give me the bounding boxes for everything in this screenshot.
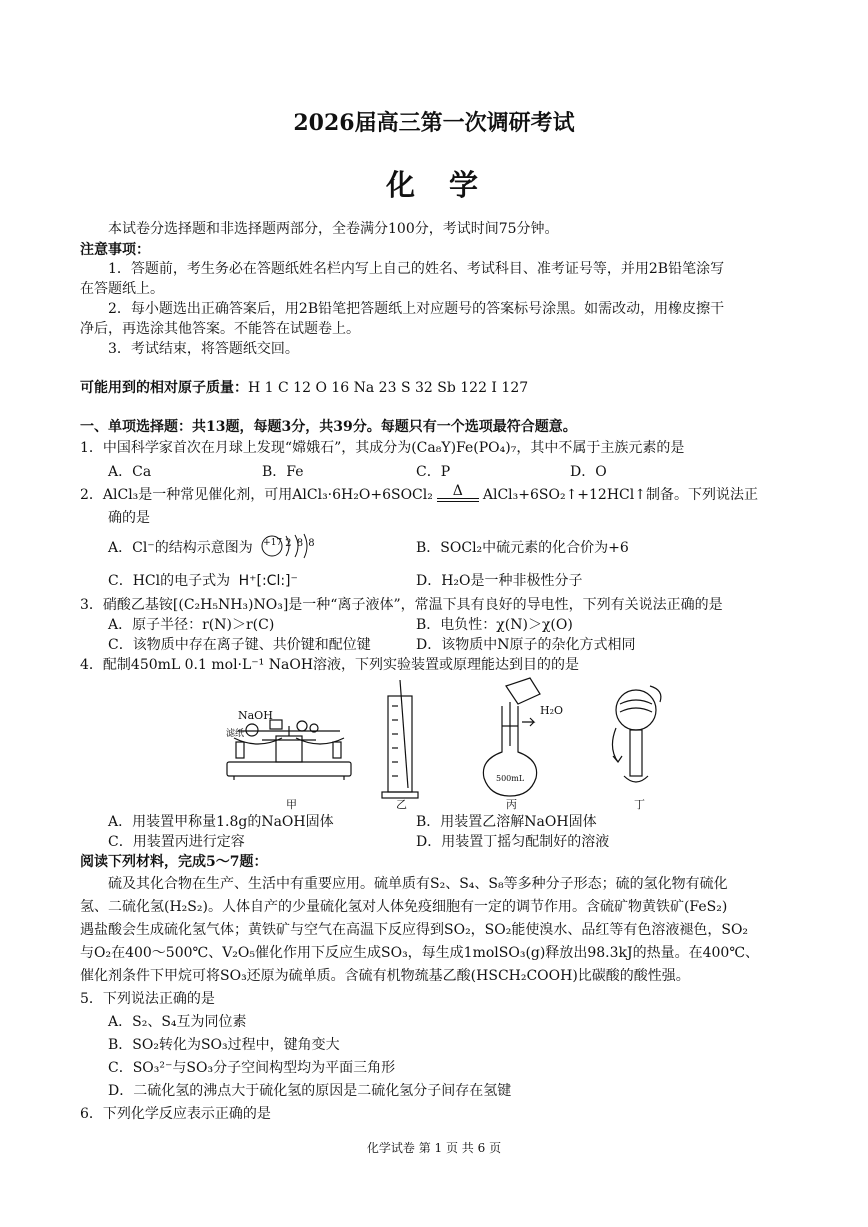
question-4-stem: 4．配制450mL 0.1 mol·L⁻¹ NaOH溶液，下列实验装置或原理能达到目的的是 bbox=[80, 657, 580, 673]
balance-icon bbox=[227, 720, 351, 780]
notice-item: 在答题纸上。 bbox=[80, 281, 164, 297]
apparatus-drawing bbox=[0, 676, 868, 810]
notice-heading: 注意事项： bbox=[80, 242, 150, 258]
cylinder-icon bbox=[382, 680, 418, 798]
intro-text: 本试卷分选择题和非选择题两部分，全卷满分100分，考试时间75分钟。 bbox=[108, 221, 559, 237]
water-label: H₂O bbox=[540, 704, 564, 717]
exam-title: 2026届高三第一次调研考试 bbox=[293, 110, 575, 136]
figure-caption: 丁 bbox=[634, 798, 645, 811]
q2-option-b: B．SOCl₂中硫元素的化合价为+6 bbox=[416, 540, 629, 556]
question-1-stem: 1．中国科学家首次在月球上发现“嫦娥石”，其成分为(Ca₈Y)Fe(PO₄)₇，其中不属于主族元素的是 bbox=[80, 440, 685, 456]
q1-option-d: D．O bbox=[570, 464, 607, 480]
q1-option-b: B．Fe bbox=[262, 464, 304, 480]
page-footer: 化学试卷 第 1 页 共 6 页 bbox=[366, 1141, 502, 1155]
reading-line: 氢、二硫化氢(H₂S₂)。人体自产的少量硫化氢对人体免疫细胞有一定的调节作用。含硫矿物黄铁矿(FeS₂) bbox=[80, 899, 728, 915]
figure-caption: 甲 bbox=[286, 798, 297, 811]
figure-caption: 乙 bbox=[396, 798, 407, 811]
notice-item: 1．答题前，考生务必在答题纸姓名栏内写上自己的姓名、考试科目、准考证号等，并用2B铅笔涂写 bbox=[108, 261, 725, 277]
shaking-flask-icon bbox=[612, 686, 660, 782]
electron-shells: 2 8 8 bbox=[285, 538, 316, 549]
flask-volume-label: 500mL bbox=[496, 774, 525, 783]
q2-option-d: D．H₂O是一种非极性分子 bbox=[416, 573, 583, 589]
question-3-stem: 3．硝酸乙基铵[(C₂H₅NH₃)NO₃]是一种“离子液体”，常温下具有良好的导电性，下列有关说法正确的是 bbox=[80, 597, 723, 613]
q3-option-c: C．该物质中存在离子键、共价键和配位键 bbox=[108, 637, 371, 653]
q2-option-c bbox=[108, 570, 298, 590]
atomic-masses-values: H 1 C 12 O 16 Na 23 S 32 Sb 122 I 127 bbox=[248, 380, 529, 396]
q5-option-c: C．SO₃²⁻与SO₃分子空间构型均为平面三角形 bbox=[108, 1060, 396, 1076]
q3-option-d: D．该物质中N原子的杂化方式相同 bbox=[416, 637, 636, 653]
reading-line: 遇盐酸会生成硫化氢气体；黄铁矿与空气在高温下反应得到SO₂，SO₂能使溴水、品红等有色溶液褪色，SO₂ bbox=[80, 922, 749, 938]
reading-line: 硫及其化合物在生产、生活中有重要应用。硫单质有S₂、S₄、S₈等多种分子形态；硫的氢化物有硫化 bbox=[108, 876, 728, 892]
notice-item: 2．每小题选出正确答案后，用2B铅笔把答题纸上对应题号的答案标号涂黑。如需改动，用橡皮擦干 bbox=[108, 301, 725, 317]
q2-option-c-text: C．HCl的电子式为 bbox=[108, 573, 231, 589]
q4-option-a: A．用装置甲称量1.8g的NaOH固体 bbox=[108, 814, 334, 830]
equals-line bbox=[437, 498, 479, 502]
q5-option-a: A．S₂、S₄互为同位素 bbox=[108, 1014, 247, 1030]
q2-stem-part-b: AlCl₃+6SO₂↑+12HCl↑制备。下列说法正 bbox=[482, 487, 758, 503]
question-2-stem-cont: 确的是 bbox=[108, 510, 150, 526]
q5-option-b: B．SO₂转化为SO₃过程中，键角变大 bbox=[108, 1037, 340, 1053]
q1-option-c: C．P bbox=[416, 464, 451, 480]
q3-option-b: B．电负性：χ(N)＞χ(O) bbox=[416, 617, 573, 633]
reaction-arrow bbox=[433, 483, 483, 503]
nucleus-charge: +17 bbox=[263, 538, 283, 548]
q2-option-a bbox=[108, 537, 317, 559]
question-5-stem: 5．下列说法正确的是 bbox=[80, 991, 215, 1007]
reading-line: 催化剂条件下甲烷可将SO₃还原为硫单质。含硫有机物巯基乙酸(HSCH₂COOH)比碳酸的酸性强。 bbox=[80, 968, 690, 984]
reading-heading: 阅读下列材料，完成5～7题： bbox=[80, 854, 268, 870]
q3-option-a: A．原子半径：r(N)＞r(C) bbox=[108, 617, 275, 633]
figure-caption: 丙 bbox=[506, 798, 517, 811]
reading-line: 与O₂在400～500℃、V₂O₅催化作用下反应生成SO₃，每生成1molSO₃(g)释放出98.3kJ的热量。在400℃、 bbox=[80, 945, 759, 961]
q4-option-c: C．用装置丙进行定容 bbox=[108, 834, 245, 850]
filter-paper-label: 滤纸 bbox=[226, 729, 245, 739]
q4-option-d: D．用装置丁摇匀配制好的溶液 bbox=[416, 834, 610, 850]
naoh-label: NaOH bbox=[238, 709, 273, 722]
question-2-stem bbox=[80, 484, 758, 504]
q2-option-a-text: A．Cl⁻的结构示意图为 bbox=[108, 540, 253, 556]
subject-title: 化学 bbox=[385, 168, 512, 202]
electron-formula: H⁺[:Cl:]⁻ bbox=[238, 573, 298, 589]
q5-option-d: D．二硫化氢的沸点大于硫化氢的原因是二硫化氢分子间存在氢键 bbox=[108, 1083, 512, 1099]
q2-stem-part-a: 2．AlCl₃是一种常见催化剂，可用AlCl₃·6H₂O+6SOCl₂ bbox=[80, 487, 433, 503]
atomic-masses bbox=[80, 377, 528, 397]
heat-symbol: Δ bbox=[452, 483, 463, 499]
q4-option-b: B．用装置乙溶解NaOH固体 bbox=[416, 814, 597, 830]
q1-option-a: A．Ca bbox=[108, 464, 152, 480]
notice-item: 净后，再选涂其他答案。不能答在试题卷上。 bbox=[80, 321, 360, 337]
question-6-stem: 6．下列化学反应表示正确的是 bbox=[80, 1106, 271, 1122]
atomic-masses-label: 可能用到的相对原子质量： bbox=[80, 380, 248, 396]
notice-item: 3．考试结束，将答题纸交回。 bbox=[108, 341, 299, 357]
section-heading: 一、单项选择题：共13题，每题3分，共39分。每题只有一个选项最符合题意。 bbox=[80, 419, 577, 435]
apparatus-figure bbox=[0, 676, 868, 810]
atomic-structure-diagram bbox=[261, 537, 317, 559]
